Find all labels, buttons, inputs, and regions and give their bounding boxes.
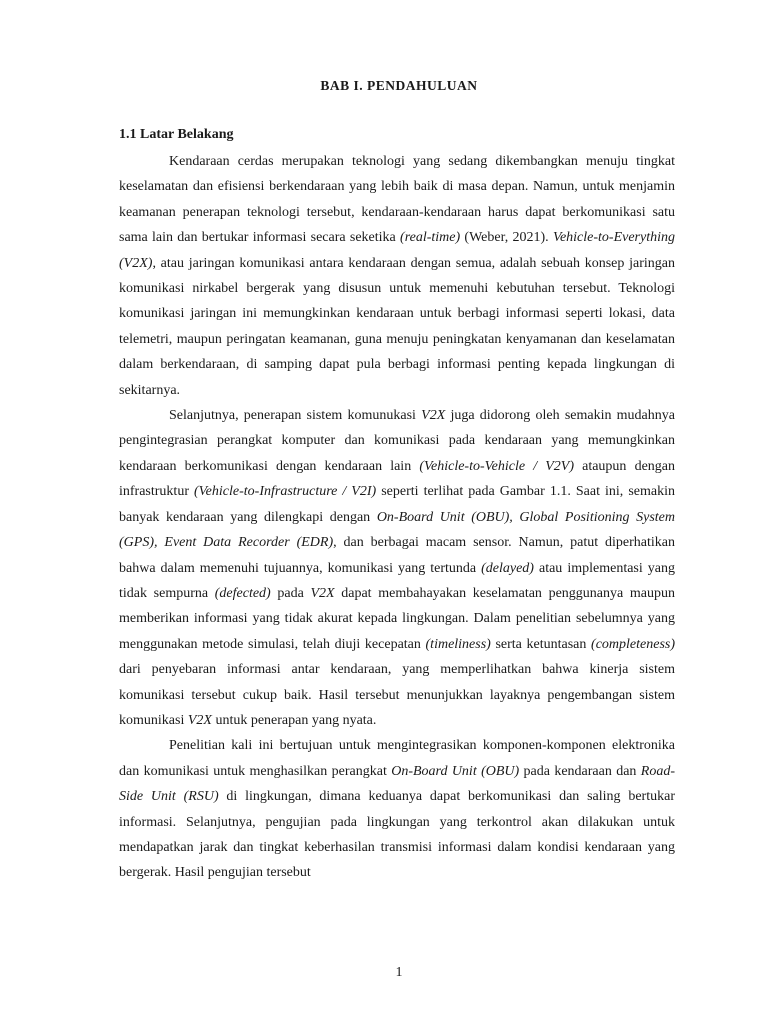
text-run: Kendaraan cerdas merupakan teknologi yang sedang dikembangkan menuju tingkat keselamatan dan efisiensi berkendaraan yang lebih baik di masa depan. Namun, untuk menjamin keamanan penerapan teknologi tersebut, kendaraan-kendaraan harus dapat berkomunikasi satu sama lain dan bertukar informasi secara seketika	[119, 154, 675, 246]
italic-term: (defected)	[214, 585, 271, 601]
text-run: ataupun dengan infrastruktur	[119, 458, 675, 500]
italic-term: V2X	[187, 712, 212, 728]
chapter-title: BAB I. PENDAHULUAN	[320, 78, 478, 93]
text-run: Selanjutnya, penerapan sistem komunukasi	[169, 408, 422, 424]
text-run: dari penyebaran informasi antar kendaraan, yang memperlihatkan bahwa kinerja sistem komunikasi tersebut cukup baik. Hasil tersebut menunjukkan layaknya pengembangan sistem komunikasi	[119, 662, 675, 728]
italic-term: (real-time)	[400, 230, 461, 246]
italic-term: V2X	[310, 585, 335, 601]
text-run: Penelitian kali ini bertujuan untuk mengintegrasikan komponen-komponen elektronika dan komunikasi untuk menghasilkan perangkat	[119, 738, 675, 779]
paragraph	[119, 403, 675, 733]
section-title: 1.1 Latar Belakang	[119, 127, 234, 142]
text-run: dapat membahayakan keselamatan penggunanya maupun memberikan informasi yang tidak akurat kepada lingkungan. Dalam penelitian sebelumnya yang menggunakan metode simulasi, telah diuji kecepatan	[119, 585, 675, 652]
italic-term: On-Board Unit (OBU), Global Positioning System (GPS), Event Data Recorder (EDR)	[119, 509, 675, 551]
body-text	[119, 149, 675, 886]
italic-term: (delayed)	[481, 560, 534, 576]
italic-term: (completeness)	[591, 636, 675, 652]
text-run: di lingkungan, dimana keduanya dapat berkomunikasi dan saling bertukar informasi. Selanjutnya, pengujian pada lingkungan yang terkontrol akan dilakukan untuk mendapatkan jarak dan tingkat keberhasilan transmisi informasi dalam kondisi kendaraan yang bergerak. Hasil pengujian tersebut	[119, 789, 675, 881]
text-run: (Weber, 2021).	[460, 230, 553, 246]
italic-term: Vehicle-to-Everything (V2X)	[119, 230, 675, 271]
text-run: seperti terlihat pada Gambar 1.1. Saat ini, semakin banyak kendaraan yang dilengkapi dengan	[119, 484, 675, 525]
text-run: untuk penerapan yang nyata.	[211, 712, 377, 728]
text-run: juga didorong oleh semakin mudahnya pengintegrasian perangkat komputer dan komunikasi pada kendaraan yang memungkinkan kendaraan berkomunikasi dengan kendaraan lain	[119, 408, 675, 474]
paragraph	[119, 733, 675, 885]
text-run: , atau jaringan komunikasi antara kendaraan dengan semua, adalah sebuah konsep jaringan komunikasi nirkabel bergerak yang disusun untuk memenuhi kebutuhan tersebut. Teknologi komunikasi jaringan ini memungkinkan kendaraan untuk berbagi informasi seperti lokasi, data telemetri, maupun peringatan keamanan, guna menuju peningkatan kenyamanan dan keselamatan dalam berkendaraan, di samping dapat pula berbagi informasi penting kepada lingkungan di sekitarnya.	[119, 255, 675, 398]
text-run: , dan berbagai macam sensor. Namun, patut diperhatikan bahwa dalam memenuhi tujuannya, komunikasi yang tertunda	[119, 535, 675, 576]
text-run: atau implementasi yang tidak sempurna	[119, 560, 675, 601]
italic-term: V2X	[421, 408, 446, 424]
italic-term: (timeliness)	[425, 636, 491, 652]
page-number: 1	[395, 965, 403, 980]
italic-term: On-Board Unit (OBU)	[391, 763, 520, 779]
italic-term: Road-Side Unit (RSU)	[119, 763, 675, 805]
italic-term: (Vehicle-to-Infrastructure / V2I)	[194, 484, 377, 500]
paragraph	[119, 149, 675, 403]
text-run: pada	[270, 585, 311, 601]
text-run: pada kendaraan dan	[519, 763, 641, 779]
text-run: serta ketuntasan	[490, 636, 592, 652]
italic-term: (Vehicle-to-Vehicle / V2V)	[419, 458, 574, 474]
